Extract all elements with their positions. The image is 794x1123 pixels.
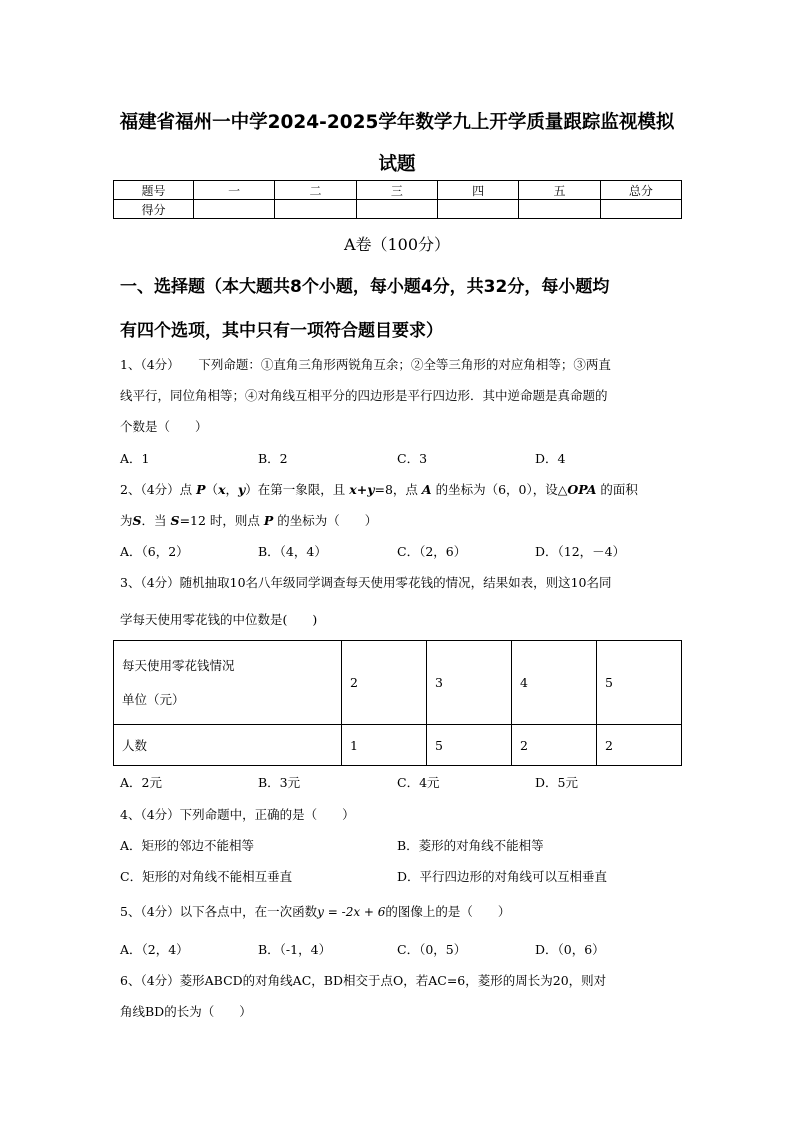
q2-seg: 的面积: [596, 482, 638, 497]
q3-option-c[interactable]: C．4元: [397, 775, 440, 790]
q2-seg: ，: [225, 482, 239, 497]
q2-var-s: S: [170, 513, 180, 528]
score-table-score-row: [114, 200, 682, 219]
q4-option-d[interactable]: D．平行四边形的对角线可以互相垂直: [397, 869, 608, 884]
score-input-cell[interactable]: [600, 200, 681, 219]
exam-title-line1: 福建省福州一中学2024-2025学年数学九上开学质量跟踪监视模拟: [119, 112, 675, 133]
q5-seg: 5、（4分）以下各点中，在一次函数: [120, 904, 318, 919]
score-input-cell[interactable]: [275, 200, 356, 219]
q3-table-cell: 2: [342, 641, 427, 725]
q1-text-line2: 线平行，同位角相等；④对角线互相平分的四边形是平行四边形．其中逆命题是真命题的: [120, 388, 608, 403]
q5-formula: y = -2x + 6: [317, 905, 386, 919]
q2-text-line1: [120, 480, 638, 498]
q2-seg: =8，点: [374, 482, 422, 497]
q6-text-line2: 角线BD的长为（ ）: [120, 1004, 252, 1019]
q2-option-c[interactable]: C．（2，6）: [397, 544, 467, 559]
q3-table-cell: 5: [597, 641, 682, 725]
q2-seg: 的坐标为（ ）: [273, 513, 378, 528]
q4-option-a[interactable]: A．矩形的邻边不能相等: [120, 838, 255, 853]
q3-option-b[interactable]: B．3元: [258, 775, 301, 790]
q5-seg: 的图像上的是（ ）: [385, 904, 511, 919]
score-input-cell[interactable]: [194, 200, 275, 219]
q4-option-b[interactable]: B．菱形的对角线不能相等: [397, 838, 544, 853]
q3-table-label-b: 单位（元）: [122, 691, 185, 707]
section1-heading-line1: 一、选择题（本大题共8个小题，每小题4分，共32分，每小题均: [120, 277, 610, 297]
score-row-label: 得分: [114, 200, 194, 219]
q3-table-cell: 3: [427, 641, 512, 725]
score-header-cell: 题号: [114, 181, 194, 200]
q2-option-a[interactable]: A．（6，2）: [120, 544, 189, 559]
q3-table-label-a: 每天使用零花钱情况: [122, 657, 235, 673]
q3-option-d[interactable]: D．5元: [535, 775, 578, 790]
q6-text-line1: 6、（4分）菱形ABCD的对角线AC，BD相交于点O，若AC=6，菱形的周长为20，则对: [120, 973, 607, 988]
q1-text-line3: 个数是（ ）: [120, 419, 208, 434]
score-table: [113, 180, 682, 219]
score-input-cell[interactable]: [519, 200, 600, 219]
q2-var-opa: OPA: [567, 482, 597, 497]
q2-text-line2: [120, 511, 377, 529]
q2-seg: 的坐标为（6，0），设△: [431, 482, 568, 497]
q2-var-p: P: [263, 513, 274, 528]
q1-option-b[interactable]: B．2: [258, 451, 288, 466]
q4-text-line1: 4、（4分）下列命题中，正确的是（ ）: [120, 807, 355, 822]
q3-text-line2: 学每天使用零花钱的中位数是( ): [120, 612, 318, 627]
q5-option-a[interactable]: A．（2，4）: [120, 942, 189, 957]
score-header-cell: 一: [194, 181, 275, 200]
q3-data-table: [113, 640, 682, 766]
q2-expr-xy: x+y: [349, 482, 375, 497]
q1-option-a[interactable]: A．1: [120, 451, 150, 466]
q2-seg: =12 时，则点: [179, 513, 264, 528]
section1-heading-line2: 有四个选项，其中只有一项符合题目要求）: [120, 321, 443, 341]
q2-option-d[interactable]: D．（12，－4）: [535, 544, 626, 559]
q3-table-cell: 2: [512, 725, 597, 766]
q3-text-line1: 3、（4分）随机抽取10名八年级同学调查每天使用零花钱的情况，结果如表，则这10名同: [120, 575, 612, 590]
q5-option-d[interactable]: D．（0，6）: [535, 942, 605, 957]
q2-var-p: P: [196, 482, 206, 497]
q5-option-b[interactable]: B．（-1，4）: [258, 942, 332, 957]
q2-var-y: y: [238, 482, 246, 497]
score-input-cell[interactable]: [437, 200, 518, 219]
q5-option-c[interactable]: C．（0，5）: [397, 942, 467, 957]
q3-table-row-count: [114, 725, 682, 766]
score-header-cell: 总分: [600, 181, 681, 200]
q2-var-s: S: [132, 513, 142, 528]
q3-table-cell: 4: [512, 641, 597, 725]
q5-text-line1: [120, 902, 510, 920]
q1-text-line1: 1、（4分） 下列命题：①直角三角形两锐角互余；②全等三角形的对应角相等；③两直: [120, 357, 611, 372]
score-header-cell: 五: [519, 181, 600, 200]
q2-seg: ）在第一象限，且: [245, 482, 350, 497]
q3-table-cell: 2: [597, 725, 682, 766]
q3-table-row-amount: [114, 641, 682, 725]
q2-option-b[interactable]: B．（4，4）: [258, 544, 327, 559]
q2-seg: 2、（4分）点: [120, 482, 197, 497]
q2-var-a: A: [421, 482, 432, 497]
q1-option-c[interactable]: C．3: [397, 451, 428, 466]
q3-option-a[interactable]: A．2元: [120, 775, 162, 790]
score-table-header-row: [114, 181, 682, 200]
q3-table-cell: 1: [342, 725, 427, 766]
score-header-cell: 三: [356, 181, 437, 200]
q3-table-row2-label: 人数: [114, 725, 342, 766]
section-a-heading: A卷（100分）: [343, 235, 451, 254]
q1-option-d[interactable]: D．4: [535, 451, 566, 466]
q2-seg: 为: [120, 513, 133, 528]
q2-seg: ．当: [141, 513, 171, 528]
score-header-cell: 四: [437, 181, 518, 200]
q2-var-x: x: [218, 482, 226, 497]
q4-option-c[interactable]: C．矩形的对角线不能相互垂直: [120, 869, 293, 884]
q3-table-row1-label: [114, 641, 342, 725]
exam-title-line2: 试题: [378, 154, 416, 175]
score-input-cell[interactable]: [356, 200, 437, 219]
q3-table-cell: 5: [427, 725, 512, 766]
q2-seg: （: [205, 482, 219, 497]
score-header-cell: 二: [275, 181, 356, 200]
